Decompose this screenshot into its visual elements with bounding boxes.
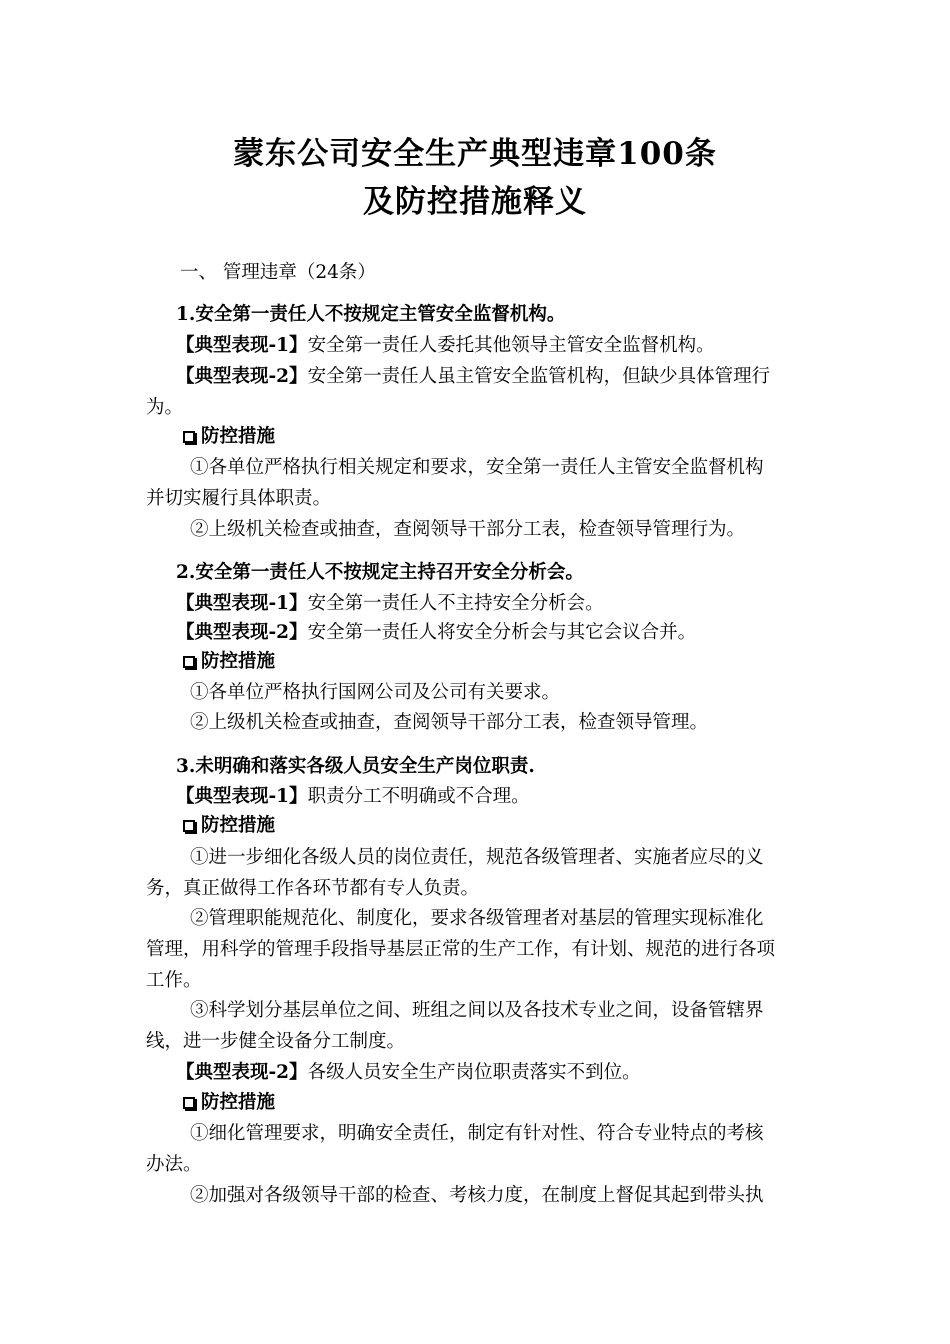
example-text: 各级人员安全生产岗位职责落实不到位。 [307, 1062, 641, 1083]
measures-label: 防控措施 [201, 426, 276, 447]
example-label: 【典型表现-1】 [176, 335, 308, 356]
item-3-measure-2-cont-1: 管理，用科学的管理手段指导基层正常的生产工作，有计划、规范的进行各项 [146, 939, 776, 960]
item-1-example-2-cont: 为。 [146, 397, 184, 418]
example-text: 安全第一责任人虽主管安全监管机构，但缺少具体管理行 [307, 366, 771, 387]
item-2-measure-2: ②上级机关检查或抽查，查阅领导干部分工表，检查领导管理。 [190, 712, 709, 733]
item-2-heading: 2.安全第一责任人不按规定主持召开安全分析会。 [176, 562, 584, 583]
example-label: 【典型表现-1】 [176, 786, 308, 807]
checkbox-icon [183, 656, 195, 668]
item-1-measure-1-cont: 并切实履行具体职责。 [146, 488, 332, 509]
example-text: 安全第一责任人委托其他领导主管安全监督机构。 [307, 335, 715, 356]
section-heading: 一、 管理违章（24条） [180, 262, 376, 283]
checkbox-icon [183, 1097, 195, 1109]
example-text: 职责分工不明确或不合理。 [307, 786, 530, 807]
item-3-measure-2: ②管理职能规范化、制度化，要求各级管理者对基层的管理实现标准化 [190, 908, 764, 929]
checkbox-icon [183, 820, 195, 832]
item-3-measure-b1: ①细化管理要求，明确安全责任，制定有针对性、符合专业特点的考核 [190, 1123, 764, 1144]
example-label: 【典型表现-2】 [176, 1062, 308, 1083]
measures-label: 防控措施 [201, 815, 276, 836]
item-3-measures-heading-2 [183, 1088, 275, 1118]
item-3-example-1 [176, 782, 530, 812]
item-1-measures-heading [183, 422, 275, 452]
item-1-example-1 [176, 331, 715, 361]
measures-label: 防控措施 [201, 651, 276, 672]
item-1-heading: 1.安全第一责任人不按规定主管安全监督机构。 [176, 304, 566, 325]
item-3-measures-heading [183, 811, 275, 841]
measures-label: 防控措施 [201, 1092, 276, 1113]
item-3-measure-2-cont-2: 工作。 [146, 970, 202, 991]
example-text: 安全第一责任人将安全分析会与其它会议合并。 [307, 622, 697, 643]
item-3-measure-1-cont: 务，真正做得工作各环节都有专人负责。 [146, 878, 480, 899]
example-label: 【典型表现-2】 [176, 366, 308, 387]
example-text: 安全第一责任人不主持安全分析会。 [307, 593, 604, 614]
item-3-measure-b1-cont: 办法。 [146, 1154, 202, 1175]
item-3-measure-b2: ②加强对各级领导干部的检查、考核力度，在制度上督促其起到带头执 [190, 1185, 764, 1206]
item-3-measure-1: ①进一步细化各级人员的岗位责任，规范各级管理者、实施者应尽的义 [190, 847, 764, 868]
item-2-measure-1: ①各单位严格执行国网公司及公司有关要求。 [190, 682, 561, 703]
document-title-line-1: 蒙东公司安全生产典型违章100条 [233, 136, 717, 172]
item-1-measure-1: ①各单位严格执行相关规定和要求，安全第一责任人主管安全监督机构 [190, 457, 764, 478]
item-1-measure-2: ②上级机关检查或抽查，查阅领导干部分工表，检查领导管理行为。 [190, 519, 746, 540]
example-label: 【典型表现-2】 [176, 622, 308, 643]
document-title-line-2: 及防控措施释义 [363, 184, 587, 220]
item-2-example-2 [176, 618, 696, 648]
item-3-measure-3-cont: 线，进一步健全设备分工制度。 [146, 1031, 406, 1052]
item-3-example-2 [176, 1058, 641, 1088]
item-2-example-1 [176, 589, 604, 619]
example-label: 【典型表现-1】 [176, 593, 308, 614]
checkbox-icon [183, 431, 195, 443]
item-2-measures-heading [183, 647, 275, 677]
item-3-measure-3: ③科学划分基层单位之间、班组之间以及各技术专业之间，设备管辖界 [190, 1000, 764, 1021]
item-1-example-2 [176, 362, 770, 392]
item-3-heading: 3.未明确和落实各级人员安全生产岗位职责. [176, 756, 535, 777]
